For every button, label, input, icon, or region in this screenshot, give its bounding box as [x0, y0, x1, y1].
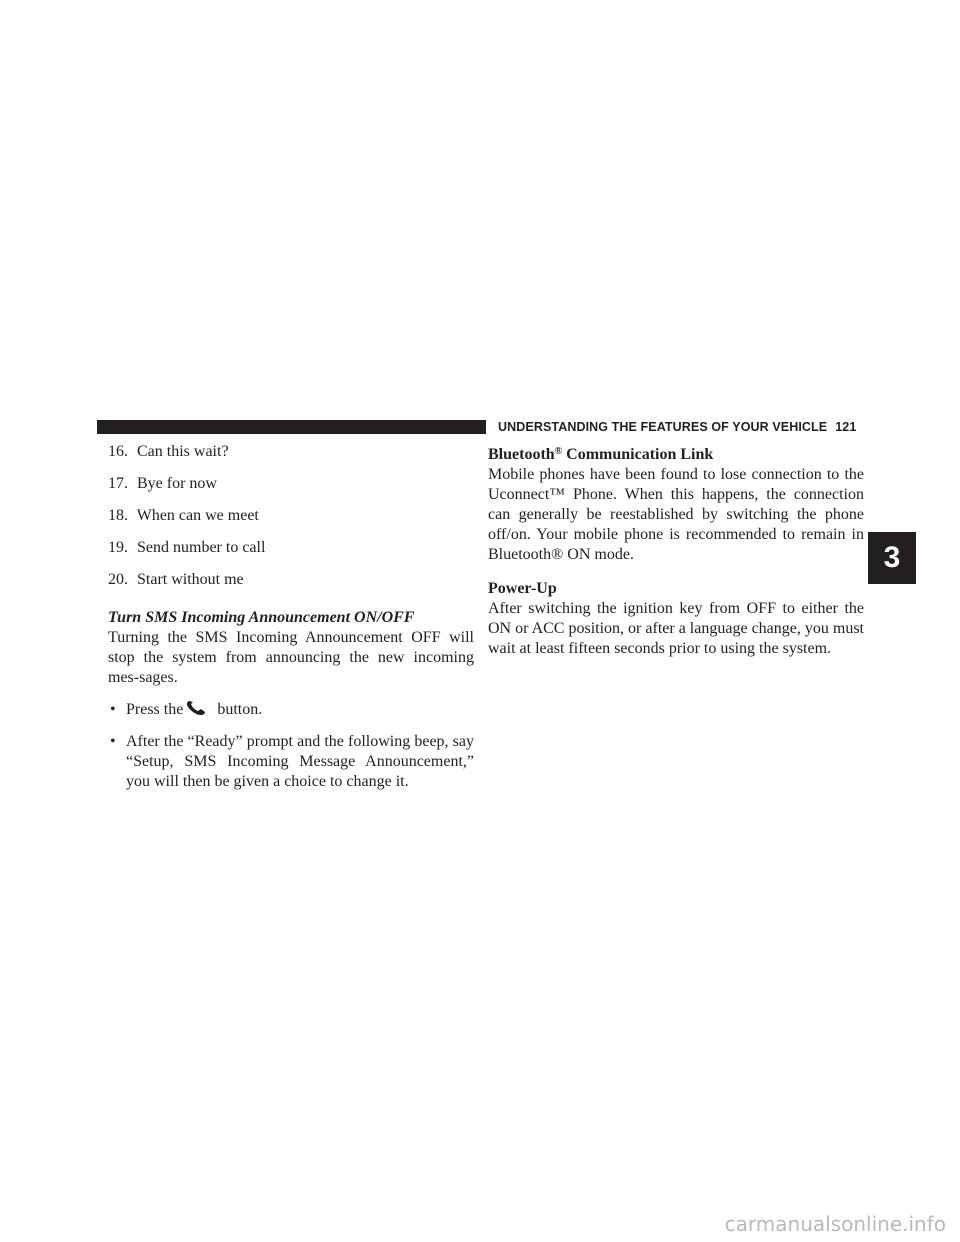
list-number: 20. [108, 571, 128, 588]
list-text: Send number to call [137, 539, 266, 556]
list-item [108, 570, 474, 590]
running-header [498, 418, 868, 436]
list-item [108, 506, 474, 526]
bluetooth-heading [488, 442, 864, 465]
bullet-text: button. [217, 701, 263, 718]
bullet-item [108, 732, 474, 792]
list-item [108, 442, 474, 462]
bullet-dot: • [110, 733, 116, 750]
chapter-tab: 3 [868, 532, 916, 584]
bullet-item [108, 700, 474, 720]
left-column [108, 442, 474, 792]
phone-icon [185, 700, 209, 716]
list-text: Bye for now [137, 475, 217, 492]
power-up-body: After switching the ignition key from OFF to either the ON or ACC position, or after a language change, you must wait at least fifteen seconds prior to using the system. [488, 600, 864, 657]
bullet-text: Press the [126, 701, 184, 718]
list-item [108, 474, 474, 494]
header-rule [97, 420, 486, 434]
list-item [108, 538, 474, 558]
section-body: Turning the SMS Incoming Announcement OFF will stop the system from announcing the new incoming mes-sages. [108, 629, 474, 686]
list-number: 18. [108, 507, 128, 524]
bullet-text: After the “Ready” prompt and the following beep, say “Setup, SMS Incoming Message Announcement,” you will then be given a choice to change it. [126, 733, 474, 790]
watermark: carmanualsonline.info [724, 1212, 946, 1236]
registered-mark: ® [554, 446, 563, 457]
list-number: 16. [108, 443, 128, 460]
heading-text: Communication Link [566, 446, 714, 463]
list-number: 17. [108, 475, 128, 492]
section-title: Turn SMS Incoming Announcement ON/OFF [108, 609, 415, 626]
list-number: 19. [108, 539, 128, 556]
right-column [488, 442, 864, 659]
page-number: 121 [835, 420, 857, 434]
list-text: Start without me [137, 571, 244, 588]
bluetooth-body: Mobile phones have been found to lose connection to the Uconnect™ Phone. When this happens, the connection can generally be reestablished by switching the phone off/on. Your mobile phone is recommended to remain in Bluetooth® ON mode. [488, 466, 864, 563]
list-text: Can this wait? [137, 443, 229, 460]
header-title: UNDERSTANDING THE FEATURES OF YOUR VEHICLE [498, 420, 828, 434]
heading-text: Bluetooth [488, 446, 555, 463]
list-text: When can we meet [136, 507, 259, 524]
bullet-dot: • [110, 701, 116, 718]
power-up-heading: Power-Up [488, 580, 557, 597]
